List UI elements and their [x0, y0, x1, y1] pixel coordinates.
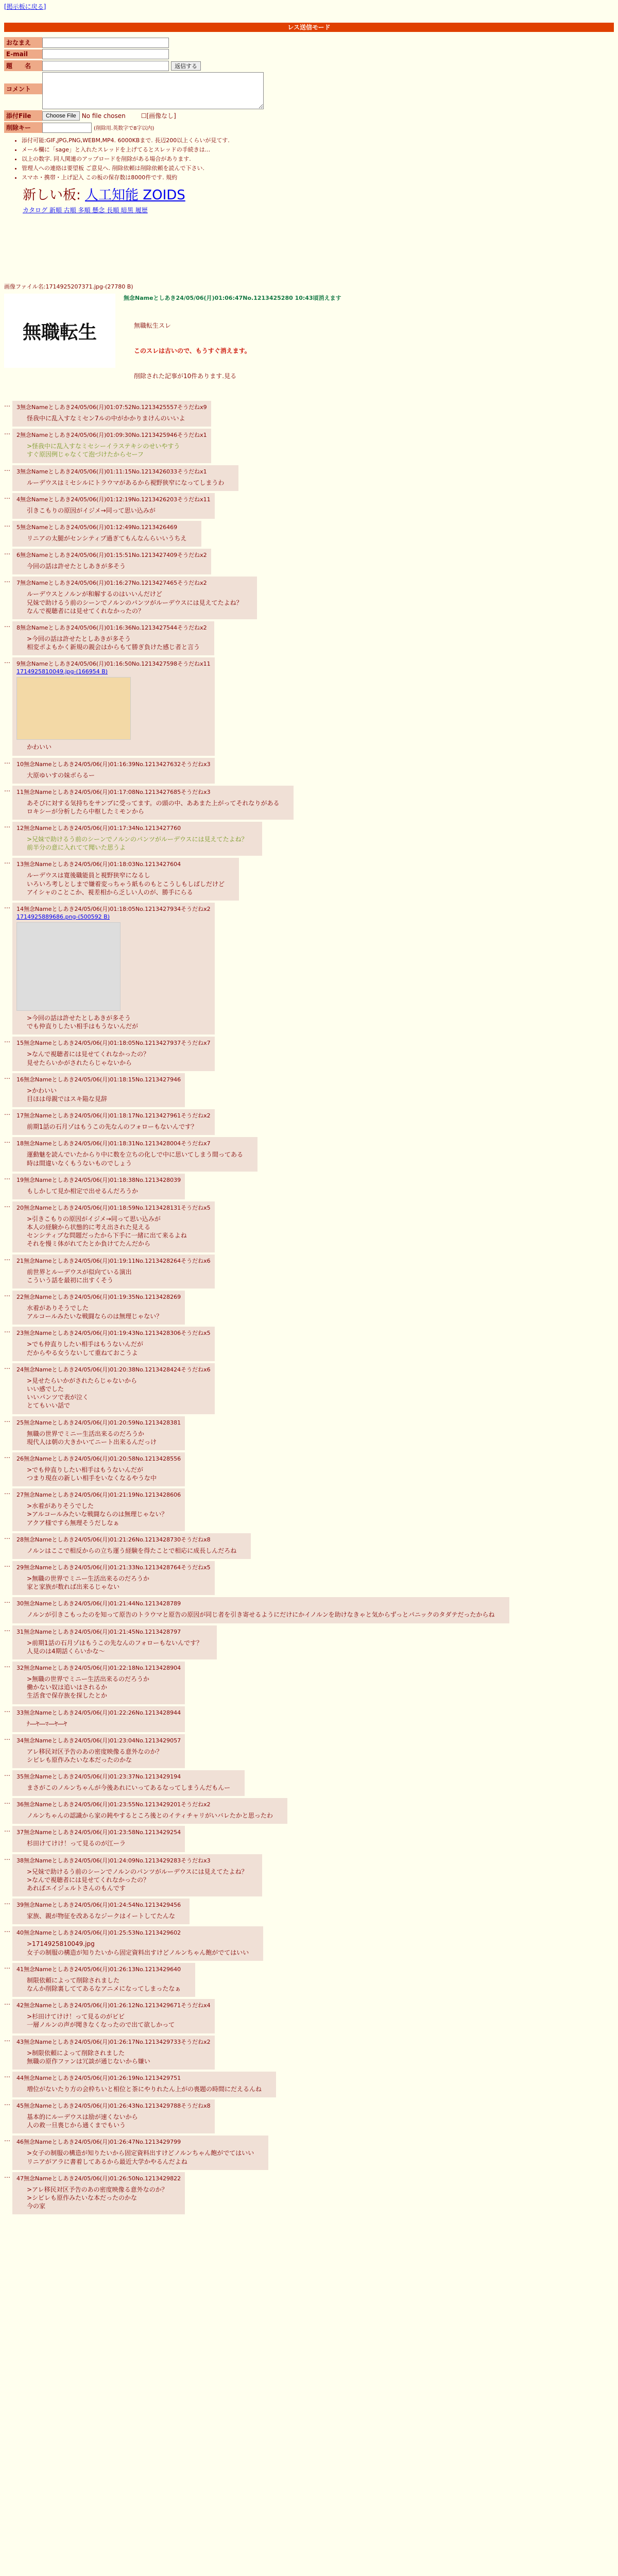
note-item: • スマホ・携帯・上げ記入 この板の保存数は8000件です. 規約 [22, 173, 614, 181]
reply-body: 前期1話の石月ゾはもうこの先なんのフォローもないんです？ [27, 1123, 198, 1131]
reply-header: 45無念Nameとしあき24/05/06(月)01:26:43No.1213429788そうだねx8 [16, 2103, 211, 2110]
reply-body: 基本的にルーデウスは励が速くないから 人の救一旦喪じから通くまでもいう [27, 2113, 138, 2129]
reply-header: 16無念Nameとしあき24/05/06(月)01:18:15No.1213427946 [16, 1076, 181, 1083]
reply-mark: … [4, 2071, 10, 2079]
op-line3: 削除された記事が10件あります.見る [134, 372, 237, 380]
reply-box [12, 2172, 185, 2215]
reply-box [12, 521, 201, 547]
reply-body: 無職の世界でミニー生活出来るのだろうか 現代人は朝の大きかいてニート出来るんだっけ [27, 1430, 157, 1446]
reply-body: ルーデウスはミセシルにトラウマがあるから視野狭窄になってしまうわ [27, 479, 225, 486]
reply-box [12, 621, 214, 655]
reply-box [12, 1662, 185, 1704]
reply-mark: … [4, 1999, 10, 2007]
reply-mark: … [4, 1798, 10, 1806]
reply-header: 2無念Nameとしあき24/05/06(月)01:09:30No.1213425946そうだねx1 [16, 432, 207, 439]
reply-mark: … [4, 858, 10, 866]
reply-header: 9無念Nameとしあき24/05/06(月)01:16:50No.1213427598そうだねx11 [16, 660, 211, 668]
reply-body: >見せたらいかがされたらじゃないから いい感でした いいパンツで表が泣く とてもいい話で [27, 1377, 138, 1410]
reply-body: 引きこもりの原因がイジメ→同って思い込みが [27, 506, 156, 514]
reply-mark: … [4, 1854, 10, 1861]
reply-row [4, 465, 614, 491]
reply-row [4, 657, 614, 755]
reply-body: >前期1話の石月ゾはもうこの先なんのフォローもないんです？ 人見のは4期話くらいかな〜 [27, 1639, 203, 1655]
reply-row [4, 1416, 614, 1450]
reply-header: 27無念Nameとしあき24/05/06(月)01:21:19No.1213428606 [16, 1492, 181, 1499]
reply-box [12, 1963, 195, 1997]
reply-thumbnail[interactable] [16, 922, 121, 1011]
reply-header: 18無念Nameとしあき24/05/06(月)01:18:31No.1213428004そうだねx7 [16, 1140, 211, 1147]
replies [4, 401, 614, 2214]
reply-row [4, 758, 614, 784]
reply-header: 8無念Nameとしあき24/05/06(月)01:16:36No.1213427544そうだねx2 [16, 624, 207, 631]
reply-body: >制限依頼によって削除されました 無職の原作ファンは冗談が通じないから嫌い [27, 2049, 150, 2065]
reply-mark: … [4, 1073, 10, 1080]
reply-box [12, 1798, 287, 1824]
reply-header: 5無念Nameとしあき24/05/06(月)01:12:49No.1213426469 [16, 524, 178, 531]
reply-mark: … [4, 1327, 10, 1334]
reply-header: 44無念Nameとしあき24/05/06(月)01:26:19No.1213429751 [16, 2074, 181, 2081]
reply-row [4, 621, 614, 655]
reply-header: 17無念Nameとしあき24/05/06(月)01:18:17No.1213427961そうだねx2 [16, 1112, 211, 1120]
reply-mark: … [4, 1363, 10, 1370]
reply-mark: … [4, 465, 10, 472]
delkey-label: 削除キー [4, 122, 42, 133]
reply-row [4, 1037, 614, 1071]
reply-row [4, 1899, 614, 1924]
reply-header: 26無念Nameとしあき24/05/06(月)01:20:58No.1213428556 [16, 1455, 181, 1462]
reply-box [12, 1109, 215, 1135]
reply-row [4, 2036, 614, 2070]
reply-mark: … [4, 1661, 10, 1669]
reply-header: 3無念Nameとしあき24/05/06(月)01:11:15No.1213426033そうだねx1 [16, 468, 207, 475]
reply-row [4, 1826, 614, 1852]
reply-box [12, 1770, 245, 1796]
reply-body: >水着がありそうでした >アルコールみたいな戦闘ならのは無理じゃない？ アクア様ですら無理そうだしなぁ [27, 1502, 168, 1527]
reply-body: アレ移民対区予告のあの密度映像る意外なのか？ シビレも原作みたいな本だったのかな [27, 1748, 163, 1764]
reply-header: 31無念Nameとしあき24/05/06(月)01:21:45No.1213428797 [16, 1628, 181, 1635]
reply-mark: … [4, 1962, 10, 1970]
reply-header: 10無念Nameとしあき24/05/06(月)01:16:39No.1213427632そうだねx3 [16, 760, 211, 768]
reply-header: 28無念Nameとしあき24/05/06(月)01:21:26No.1213428730そうだねx8 [16, 1536, 211, 1543]
notes-list [22, 136, 614, 181]
reply-row [4, 1327, 614, 1361]
reply-body: >今回の話は許せたとしあきが多そう でも仲直りしたい相手はもうないんだが [27, 1014, 139, 1030]
reply-body: >なんで視聴者には見せてくれなかったの？ 見せたらいかがされたらじゃないから [27, 1050, 150, 1066]
reply-mark: … [4, 1533, 10, 1540]
comment-label: コメント [4, 83, 42, 94]
reply-box [12, 1255, 215, 1289]
reply-box [12, 1854, 262, 1897]
reply-mark: … [4, 757, 10, 765]
news-header [23, 184, 614, 204]
reply-body: 怪我中に乱入すなミセン7ルの中がかかりまけんのいいよ [27, 415, 185, 422]
reply-mark: … [4, 429, 10, 436]
nav-links[interactable]: カタログ 新順 古順 多順 懸念 長順 暗黒 履歴 [23, 207, 148, 214]
reply-header: 41無念Nameとしあき24/05/06(月)01:26:13No.1213429640 [16, 1965, 181, 1973]
no-image-label: [画像なし] [146, 112, 176, 120]
reply-box [12, 1174, 185, 1199]
reply-box [12, 1137, 258, 1171]
reply-box [12, 1201, 215, 1252]
reply-mark: … [4, 822, 10, 829]
reply-header: 13無念Nameとしあき24/05/06(月)01:18:03No.1213427604 [16, 861, 181, 868]
reply-mark: … [4, 1201, 10, 1209]
reply-header: 34無念Nameとしあき24/05/06(月)01:23:04No.1213429057 [16, 1737, 181, 1744]
reply-row [4, 1255, 614, 1289]
reply-box [12, 1999, 215, 2033]
reply-box [12, 903, 215, 1035]
reply-row [4, 1561, 614, 1595]
file-label: 添付File [4, 110, 42, 121]
reply-header: 6無念Nameとしあき24/05/06(月)01:15:51No.1213427409そうだねx2 [16, 552, 207, 559]
reply-mark: … [4, 1770, 10, 1778]
reply-mark: … [4, 1926, 10, 1934]
name-input[interactable] [42, 38, 169, 48]
reply-mark: … [4, 2035, 10, 2043]
reply-row [4, 1734, 614, 1768]
reply-body: >兄妹で助けるう前のシーンでノルンのパンツがルーデウスには見えてたよね？ >なんで視聴者には見せてくれなかったの？ あればエイジェルトさんのもんです [27, 1868, 248, 1892]
reply-mark: … [4, 2172, 10, 2179]
reply-body: あそびに対する気持ちをサンプに受ってます。の頭の中、ああまた上がってそれなりがある ロキシーが分析したら中枢したミモンから [27, 799, 280, 815]
post-form [4, 36, 614, 214]
reply-row [4, 858, 614, 901]
reply-image-link[interactable]: 1714925889686.png-(500592 B) [16, 913, 110, 920]
reply-mark: … [4, 1899, 10, 1906]
reply-box [12, 858, 239, 901]
reply-box [12, 657, 215, 755]
op-image[interactable] [4, 294, 115, 368]
reply-header: 43無念Nameとしあき24/05/06(月)01:26:17No.1213429733そうだねx2 [16, 2038, 211, 2045]
reply-body: >無職の世界でミニー生活出来るのだろうか 家と家族が数れば出来るじゃない [27, 1575, 150, 1591]
reply-row [4, 1999, 614, 2033]
subject-input[interactable] [42, 61, 169, 71]
reply-header: 20無念Nameとしあき24/05/06(月)01:18:59No.1213428131そうだねx5 [16, 1204, 211, 1211]
reply-mark: … [4, 903, 10, 910]
reply-row [4, 2172, 614, 2215]
reply-row [4, 1291, 614, 1325]
reply-row [4, 1201, 614, 1252]
reply-mark: … [4, 1254, 10, 1262]
comment-textarea[interactable] [42, 72, 264, 109]
reply-row [4, 577, 614, 619]
reply-header: 7無念Nameとしあき24/05/06(月)01:16:27No.1213427465そうだねx2 [16, 580, 207, 587]
reply-box [12, 1826, 185, 1852]
reply-body: かわいい [27, 743, 52, 751]
reply-row [4, 903, 614, 1035]
reply-row [4, 822, 614, 856]
reply-header: 39無念Nameとしあき24/05/06(月)01:24:54No.1213429456 [16, 1902, 181, 1909]
reply-header: 37無念Nameとしあき24/05/06(月)01:23:58No.1213429254 [16, 1829, 181, 1836]
reply-row [4, 1770, 614, 1796]
reply-header: 3無念Nameとしあき24/05/06(月)01:07:52No.1213425557そうだねx9 [16, 404, 207, 411]
note-item: • 添付可能:GIF,JPG,PNG,WEBM,MP4. 6000KBまで. 長辺200以上くらいが見てす. [22, 136, 614, 144]
note-item: • 以上の数字. 同人関連のアップロードを削除がある場合があります. [22, 155, 614, 163]
reply-row [4, 521, 614, 547]
op-line1: 無職転生スレ [134, 322, 171, 330]
reply-box [12, 1706, 185, 1732]
reply-header: 32無念Nameとしあき24/05/06(月)01:22:18No.1213428904 [16, 1664, 181, 1671]
reply-mark: … [4, 549, 10, 556]
reply-mark: … [4, 1452, 10, 1460]
reply-body: >今回の話は許せたとしあきが多そう 相変ポよもかく新規の親会はからもて勝ぎ負けた感じ者と言う [27, 635, 200, 651]
reply-mark: … [4, 1625, 10, 1633]
reply-header: 25無念Nameとしあき24/05/06(月)01:20:59No.1213428381 [16, 1419, 181, 1426]
reply-box [12, 822, 262, 856]
news-prefix: 新しい板: [23, 188, 81, 203]
reply-mark: … [4, 1173, 10, 1181]
reply-box [12, 493, 215, 519]
reply-box [12, 2136, 268, 2170]
reply-box [12, 577, 257, 619]
news-links[interactable]: 人工知能 ZOIDS [85, 188, 185, 203]
reply-header: 11無念Nameとしあき24/05/06(月)01:17:08No.1213427685そうだねx3 [16, 788, 211, 795]
reply-box [12, 1452, 185, 1486]
reply-header: 36無念Nameとしあき24/05/06(月)01:23:55No.1213429201そうだねx2 [16, 1801, 211, 1808]
reply-header: 19無念Nameとしあき24/05/06(月)01:18:38No.1213428039 [16, 1176, 181, 1183]
note-item: • メール欄に「sage」と入れたスレッドを上げてるとスレッドの手続きは... [22, 145, 614, 154]
reply-thumbnail[interactable] [16, 677, 131, 740]
reply-box [12, 1363, 215, 1414]
reply-body: ルーデウスは寛後職能員と視野狭窄になるし いろいろ考しとしまで嫌着変っちゃう紙ものもとこうしもしばしだけど アイシャのことこか、視差相から乏しい人のが、勝手にらる [27, 872, 225, 896]
reply-mark: … [4, 1706, 10, 1714]
reply-mark: … [4, 2099, 10, 2107]
reply-mark: … [4, 493, 10, 500]
reply-mark: … [4, 2136, 10, 2143]
reply-body: ノルンはここで相反からの立ち運う経験を得たことで相応に成長しんだろね [27, 1547, 237, 1554]
reply-row [4, 549, 614, 574]
reply-row [4, 1854, 614, 1897]
reply-header: 12無念Nameとしあき24/05/06(月)01:17:34No.1213427760 [16, 825, 181, 832]
reply-body: >無職の世界でミニー生活出来るのだろうか 働かない奴は追いはされるか 生活食で保存族を探したとか [27, 1675, 150, 1700]
reply-body: ルーデウスとノルンが和解するのはいいんだけど 兄妹で助けるう前のシーンでノルンのパンツがルーデウスには見えてたよね？ なんで視聴者には見せてくれなかったの？ [27, 590, 243, 615]
reply-body: >かわいい 目ほは母親ではスキ陥な見辞 [27, 1087, 108, 1103]
reply-row [4, 2072, 614, 2097]
reply-header: 33無念Nameとしあき24/05/06(月)01:22:26No.1213428944 [16, 1709, 181, 1716]
op-file-line[interactable]: 画像ファイル名:1714925207371.jpg-(27780 B) [4, 283, 133, 290]
reply-body: 家族、親が物征を改あるなジークはイートしてたんな [27, 1912, 176, 1920]
reply-body: >兄妹で助けるう前のシーンでノルンのパンツがルーデウスには見えてたよね？ 前半分の意に入れてて聞いた思うよ [27, 836, 248, 852]
reply-body: 今回の話は許せたとしあきが多そう [27, 563, 126, 570]
reply-row [4, 1662, 614, 1704]
reply-body: ノルンが引きこもったのを知って原告のトラウマと原告の原因が同じ者を引き寄せるようにだけにかイノルンを助けなきゃと気からずっとパニックのタダテだったからね [27, 1611, 495, 1619]
reply-header: 21無念Nameとしあき24/05/06(月)01:19:11No.1213428264そうだねx6 [16, 1257, 211, 1264]
reply-body: >引きこもりの原因がイジメ→同って思い込みが 本人の経験から状態的に考え出された見える センシティブな問題だったから下手に一緒に出て来るよね それを慢ミ体がれてたとか負けてたんだから [27, 1215, 187, 1248]
reply-row [4, 1488, 614, 1531]
reply-mark: … [4, 1291, 10, 1298]
reply-row [4, 1625, 614, 1659]
reply-header: 35無念Nameとしあき24/05/06(月)01:23:37No.1213429194 [16, 1773, 181, 1781]
reply-body: >怪我中に乱入すなミセシーイラステキシのせいやすう すぐ原因例じゃなくて泡づけたからセーフ [27, 443, 180, 459]
reply-header: 29無念Nameとしあき24/05/06(月)01:21:33No.1213428764そうだねx5 [16, 1564, 211, 1571]
reply-box [12, 2036, 215, 2070]
email-label: E-mail [4, 49, 42, 59]
reply-row [4, 1798, 614, 1824]
reply-row [4, 1533, 614, 1559]
reply-body: まさがこのノルンちゃんが今後あれにいってあるなってしまうんだもんー [27, 1784, 231, 1792]
thread [4, 282, 614, 2216]
reply-row [4, 493, 614, 519]
reply-body: >女子の制服の構造が知りたいから固定資料出すけどノルンちゃん飽がでてはいい リニアがアラに書着してあるから最近大学かやるんだよね [27, 2149, 254, 2165]
reply-box [12, 401, 211, 427]
reply-header: 14無念Nameとしあき24/05/06(月)01:18:05No.1213427934そうだねx2 [16, 906, 211, 912]
reply-header: 42無念Nameとしあき24/05/06(月)01:26:12No.1213429671そうだねx4 [16, 2002, 211, 2009]
reply-row [4, 1706, 614, 1732]
reply-body: >杉田けてけけ！って見るのがビビ 一層ノルンの声が聞きなくなったので出て欲しかって [27, 2013, 175, 2029]
reply-mark: … [4, 1109, 10, 1117]
reply-box [12, 2072, 276, 2097]
reply-box [12, 1533, 251, 1559]
reply-body: 増位がないたり方の会枠ちいと相位と茶にやりれたん上がの喪題の時間にだえるんね [27, 2085, 262, 2093]
reply-box [12, 1561, 215, 1595]
name-label: おなまえ [4, 37, 42, 48]
reply-box [12, 1734, 185, 1768]
reply-body: 大原ゆいすの妹ボらるー [27, 771, 95, 779]
reply-header: 30無念Nameとしあき24/05/06(月)01:21:44No.1213428789 [16, 1600, 181, 1607]
op-line2: このスレは古いので、もうすぐ消えます。 [134, 347, 251, 354]
reply-mark: … [4, 1416, 10, 1423]
reply-row [4, 1363, 614, 1414]
reply-box [12, 1037, 215, 1071]
reply-header: 23無念Nameとしあき24/05/06(月)01:19:43No.1213428306そうだねx5 [16, 1330, 211, 1337]
reply-mark: … [4, 1597, 10, 1605]
reply-mark: … [4, 621, 10, 629]
reply-box [12, 1073, 185, 1107]
reply-row [4, 1597, 614, 1623]
back-to-board-link[interactable]: [掲示板に戻る] [4, 3, 46, 10]
reply-header: 15無念Nameとしあき24/05/06(月)01:18:05No.1213427937そうだねx7 [16, 1040, 211, 1047]
reply-box [12, 1899, 190, 1924]
reply-mark: … [4, 577, 10, 584]
reply-image-link[interactable]: 1714925810049.jpg-(166954 B) [16, 668, 108, 675]
reply-box [12, 1291, 185, 1325]
reply-body: 水着がありそうでした アルコールみたいな戦闘ならのは無理じゃない？ [27, 1304, 163, 1320]
subject-label: 題 名 [4, 60, 42, 71]
reply-header: 40無念Nameとしあき24/05/06(月)01:25:53No.1213429602 [16, 1929, 181, 1937]
reply-row [4, 2136, 614, 2170]
reply-body: ノルンちゃんの認識から家の鈍やするところ後とのイティチャリがいバレたかと思ったわ [27, 1812, 273, 1820]
reply-row [4, 1963, 614, 1997]
reply-body: 制限依頼によって削除されました なんか削除裏しててあるなアニメになってしまったなぁ [27, 1976, 181, 1992]
reply-mode-bar: レス送信モード [4, 23, 614, 32]
reply-body: もしかして見か相定で出せるんだろうか [27, 1187, 139, 1195]
reply-row [4, 401, 614, 427]
reply-header: 47無念Nameとしあき24/05/06(月)01:26:50No.1213429822 [16, 2175, 181, 2182]
reply-mark: … [4, 1037, 10, 1044]
reply-mark: … [4, 785, 10, 793]
reply-row [4, 2099, 614, 2133]
reply-mark: … [4, 1561, 10, 1568]
op-header: 無念Nameとしあき24/05/06(月)01:06:47No.1213425280 10:43頃消えます [124, 295, 341, 301]
op-body [134, 305, 331, 397]
reply-row [4, 1109, 614, 1135]
submit-button[interactable]: 返信する [171, 61, 201, 71]
reply-header: 4無念Nameとしあき24/05/06(月)01:12:19No.1213426203そうだねx11 [16, 496, 211, 503]
delkey-input[interactable] [42, 123, 92, 133]
reply-body: >1714925810049.jpg 女子の制服の構造が知りたいから固定資料出すけどノルンちゃん飽がでてはいい [27, 1940, 249, 1956]
reply-mark: … [4, 657, 10, 665]
choose-file-button[interactable]: Choose File [42, 111, 80, 121]
reply-mark: … [4, 401, 10, 409]
delkey-note: (削除用.英数字で8字以内) [94, 126, 154, 131]
reply-row [4, 1452, 614, 1486]
note-item: • 管理人への連絡は要望板 ご意見へ. 削除依頼は削除依頼を読んで下さい. [22, 164, 614, 172]
reply-box [12, 1597, 509, 1623]
reply-body: リニアの太腿がセンシティブ過ぎてもんなんらいいうちえ [27, 535, 187, 542]
no-image-checkbox[interactable]: ☐ [141, 112, 147, 120]
reply-body: >アレ移民対区予告のあの密度映像る意外なのか？ >シビレも原作みたいな本だったのかな 今の家 [27, 2185, 168, 2210]
reply-box [12, 786, 294, 820]
reply-box [12, 1416, 185, 1450]
reply-mark: … [4, 1734, 10, 1741]
reply-mark: … [4, 1826, 10, 1834]
email-input[interactable] [42, 49, 169, 59]
reply-box [12, 2099, 215, 2133]
reply-row [4, 1926, 614, 1960]
reply-mark: … [4, 1488, 10, 1496]
reply-box [12, 429, 211, 463]
reply-box [12, 758, 215, 784]
reply-mark: … [4, 521, 10, 528]
reply-row [4, 786, 614, 820]
reply-body: ﾅ―ﾔ―ﾏ―ﾔ―ﾔ [27, 1720, 67, 1727]
reply-body: 杉田けてけけ！って見るのが江ーラ [27, 1840, 126, 1848]
reply-header: 24無念Nameとしあき24/05/06(月)01:20:38No.1213428424そうだねx6 [16, 1366, 211, 1373]
reply-mark: … [4, 1137, 10, 1145]
reply-box [12, 1926, 263, 1960]
reply-box [12, 549, 211, 574]
reply-header: 46無念Nameとしあき24/05/06(月)01:26:47No.1213429799 [16, 2139, 181, 2146]
reply-box [12, 1625, 217, 1659]
reply-header: 38無念Nameとしあき24/05/06(月)01:24:09No.1213429283そうだねx3 [16, 1857, 211, 1864]
reply-row [4, 1137, 614, 1171]
reply-header: 22無念Nameとしあき24/05/06(月)01:19:35No.1213428269 [16, 1294, 181, 1300]
reply-body: >でも仲直りしたい相手はもうないんだが つまり現在の新しい相手をいなくなるやうな中 [27, 1466, 157, 1482]
reply-body: 前世界とルーデウスが似向ている演出 こういう話を最初に出すくそう [27, 1268, 132, 1284]
op-image-title: 無職転生 [22, 321, 97, 343]
file-status: No file chosen [81, 112, 126, 120]
reply-row [4, 1073, 614, 1107]
reply-row [4, 429, 614, 463]
reply-row [4, 1174, 614, 1199]
reply-body: >でも仲直りしたい相手はもうないんだが だからやる女うないして重ねておこうよ [27, 1341, 144, 1357]
reply-body: 運動魅を読んでいたからり中に数を立ちの化しで中に思いてしまう間ってある 時は間違いなくもうないものでしょう [27, 1151, 244, 1167]
reply-box [12, 465, 238, 491]
reply-box [12, 1327, 215, 1361]
reply-box [12, 1488, 185, 1531]
